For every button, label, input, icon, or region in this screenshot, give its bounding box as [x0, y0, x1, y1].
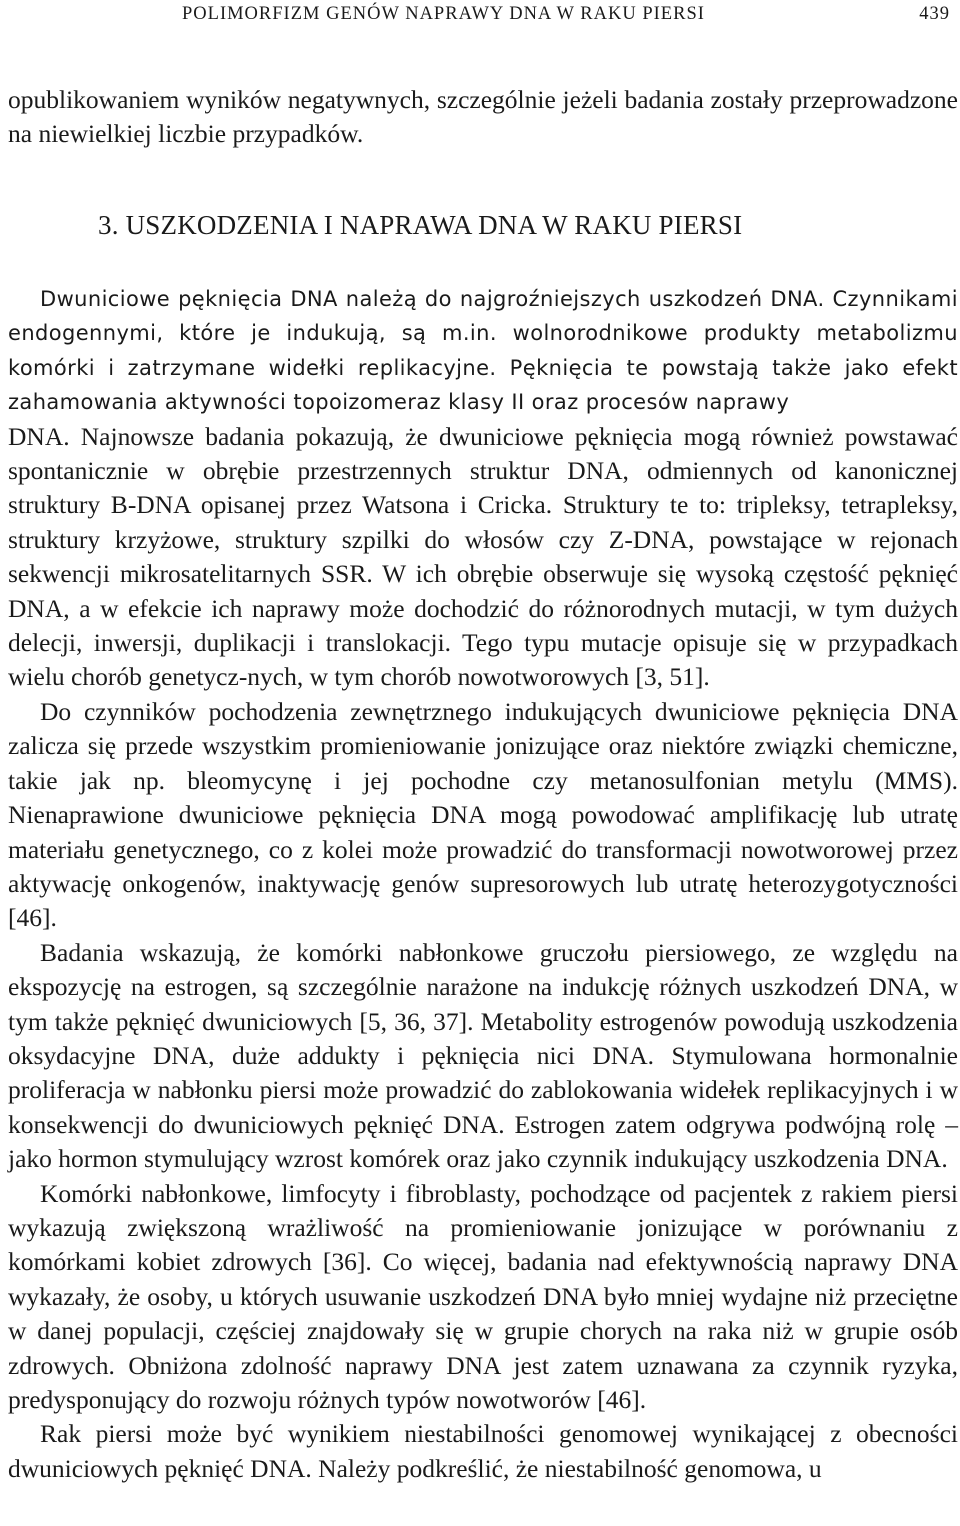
paragraph-3: Badania wskazują, że komórki nabłonkowe gruczołu piersiowego, ze względu na ekspozycję na estrogen, są szczególnie narażone na indukcję różnych uszkodzeń DNA, w tym także pęknięć dwuniciowych [5, 36, 37]. Metabolity estrogenów powodują uszkodzenia oksydacyjne DNA, duże addukty i pęknięcia nici DNA. Stymulowana hormonalnie proliferacja w nabłonku piersi może prowadzić do zablokowania widełek replikacyjnych i w konsekwencji do dwuniciowych pęknięć DNA. Estrogen zatem odgrywa podwójną rolę – jako hormon stymulujący wzrost komórek oraz jako czynnik indukujący uszkodzenia DNA.	[8, 937, 958, 1174]
section-body	[8, 282, 958, 1486]
page-number: 439	[919, 4, 950, 24]
paragraph-5: Rak piersi może być wynikiem niestabilności genomowej wynikającej z obecności dwuniciowych pęknięć DNA. Należy podkreślić, że niestabilność genomowa, u	[8, 1419, 958, 1483]
paragraph-1-sans: Dwuniciowe pęknięcia DNA należą do najgroźniejszych uszkodzeń DNA. Czynnikami endogennymi, które je indukują, są m.in. wolnorodnikowe produkty metabolizmu komórki i zatrzymane widełki replikacyjne. Pęknięcia te powstają także jako efekt zahamowania aktywności topoizomeraz klasy II oraz procesów naprawy	[8, 287, 958, 415]
document-page	[8, 0, 958, 1526]
paragraph-1-continuation: DNA. Najnowsze badania pokazują, że dwuniciowe pęknięcia mogą również powstawać spontanicznie w obrębie przestrzennych struktur DNA, odmiennych od kanonicznej struktury B-DNA opisanej przez Watsona i Cricka. Struktury te to: tripleksy, tetrapleksy, struktury krzyżowe, struktury szpilki do włosów czy Z-DNA, powstające w rejonach sekwencji mikrosatelitarnych SSR. W ich obrębie obserwuje się wysoką częstość pęknięć DNA, a w efekcie ich naprawy może dochodzić do różnorodnych mutacji, w tym dużych delecji, inwersji, duplikacji i translokacji. Tego typu mutacje opisuje się w przypadkach wielu chorób genetycz-nych, w tym chorób nowotworowych [3, 51].	[8, 421, 958, 692]
running-title: POLIMORFIZM GENÓW NAPRAWY DNA W RAKU PIERSI	[182, 4, 705, 24]
section-heading: 3. USZKODZENIA I NAPRAWA DNA W RAKU PIERSI	[98, 210, 743, 240]
paragraph-4: Komórki nabłonkowe, limfocyty i fibroblasty, pochodzące od pacjentek z rakiem piersi wykazują zwiększoną wrażliwość na promieniowanie jonizujące w porównaniu z komórkami kobiet zdrowych [36]. Co więcej, badania nad efektywnością naprawy DNA wykazały, że osoby, u których usuwanie uszkodzeń DNA było mniej wydajne niż przeciętne w danej populacji, częściej znajdowały się w grupie chorych na raka niż w grupie osób zdrowych. Obniżona zdolność naprawy DNA jest zatem uznawana za czynnik ryzyka, predysponujący do rozwoju różnych typów nowotworów [46].	[8, 1178, 958, 1414]
intro-paragraph: opublikowaniem wyników negatywnych, szczególnie jeżeli badania zostały przeprowadzone na niewielkiej liczbie przypadków.	[8, 85, 958, 149]
running-header	[8, 4, 958, 30]
paragraph-2: Do czynników pochodzenia zewnętrznego indukujących dwuniciowe pęknięcia DNA zalicza się przede wszystkim promieniowanie jonizujące oraz niektóre związki chemiczne, takie jak np. bleomycynę i jej pochodne czy metanosulfonian metylu (MMS). Nienaprawione dwuniciowe pęknięcia DNA mogą powodować amplifikację lub utratę materiału genetycznego, co z kolei może prowadzić do transformacji nowotworowej przez aktywację onkogenów, inaktywację genów supresorowych lub utratę heterozygotyczności [46].	[8, 696, 958, 933]
